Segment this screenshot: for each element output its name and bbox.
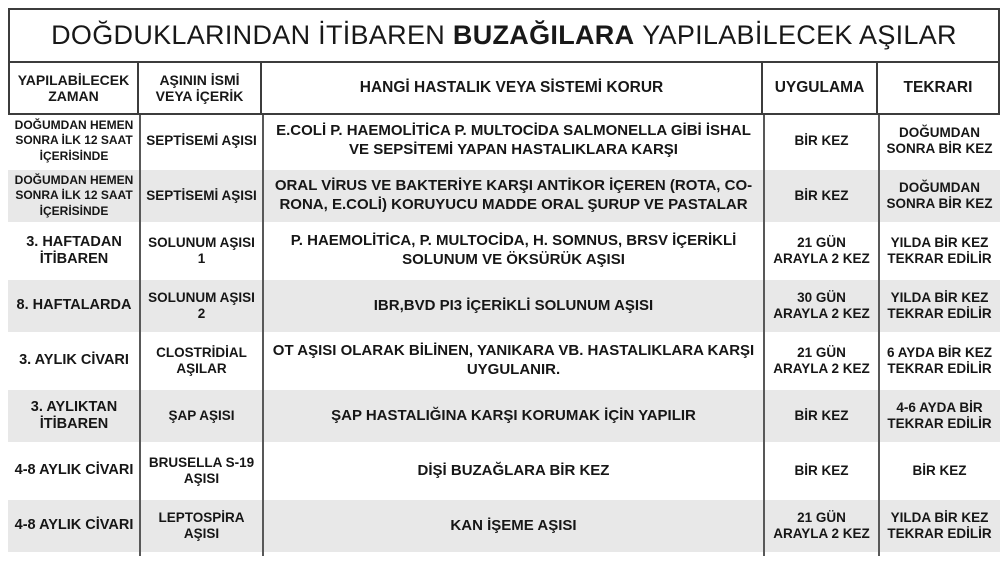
cell-application: 21 GÜN ARAYLA 2 KEZ [773, 234, 870, 266]
cell-time: 8. HAFTALARDA [16, 297, 132, 314]
cell-protects: OT AŞISI OLARAK BİLİNEN, YANIKARA VB. HASTALIKLARA KARŞI UYGULANIR. [272, 342, 755, 378]
cell-application: BİR KEZ [794, 187, 849, 203]
cell-repeat: YILDA BİR KEZ TEKRAR EDİLİR [887, 289, 992, 321]
column-header-application: UYGULAMA [763, 63, 878, 113]
cell-protects: P. HAEMOLİTİCA, P. MULTOCİDA, H. SOMNUS, BRSV İÇERİKLİ SOLUNUM VE ÖKSÜRÜK AŞISI [290, 232, 737, 268]
table-row [8, 445, 1000, 500]
table-row [8, 280, 1000, 335]
title-highlight: BUZAĞILARA [452, 20, 635, 50]
column-header-vaccine: AŞININ İSMİ VEYA İÇERİK [139, 63, 262, 113]
column-header-time: YAPILABİLECEK ZAMAN [10, 63, 139, 113]
cell-time: 4-8 AYLIK CİVARI [14, 517, 134, 534]
cell-time: DOĞUMDAN HEMEN SONRA İLK 12 SAAT İÇERİSİNDE [14, 172, 134, 218]
cell-repeat: YILDA BİR KEZ TEKRAR EDİLİR [887, 234, 992, 266]
cell-vaccine: SOLUNUM AŞISI 1 [148, 234, 255, 266]
cell-vaccine: SEPTİSEMİ AŞISI [146, 187, 257, 203]
cell-protects: IBR,BVD PI3 İÇERİKLİ SOLUNUM AŞISI [373, 296, 654, 314]
cell-repeat: 4-6 AYDA BİR TEKRAR EDİLİR [887, 399, 992, 431]
cell-vaccine: CLOSTRİDİAL AŞILAR [156, 344, 247, 376]
table-row [8, 500, 1000, 555]
column-header-repeat: TEKRARI [903, 79, 973, 97]
cell-time: 3. HAFTADAN İTİBAREN [26, 233, 122, 267]
column-separator [878, 115, 880, 556]
table-row [8, 390, 1000, 445]
cell-application: BİR KEZ [794, 462, 849, 478]
column-separator [763, 115, 765, 556]
cell-vaccine: SOLUNUM AŞISI 2 [148, 289, 255, 321]
cell-repeat: YILDA BİR KEZ TEKRAR EDİLİR [887, 509, 992, 541]
cell-protects: E.COLİ P. HAEMOLİTİCA P. MULTOCİDA SALMONELLA GİBİ İSHAL VE SEPSİTEMİ YAPAN HASTALIKLARA KARŞI [276, 122, 751, 158]
cell-repeat: BİR KEZ [912, 462, 967, 478]
table-row [8, 170, 1000, 225]
table-row [8, 225, 1000, 280]
cell-vaccine: BRUSELLA S-19 AŞISI [148, 454, 255, 486]
cell-application: 30 GÜN ARAYLA 2 KEZ [773, 289, 870, 321]
cell-protects: ORAL VİRUS VE BAKTERİYE KARŞI ANTİKOR İÇEREN (ROTA, CO-RONA, E.COLİ) KORUYUCU MADDE ORAL ŞURUP VE PASTALAR [274, 177, 753, 213]
cell-time: 4-8 AYLIK CİVARI [14, 462, 134, 479]
cell-time: DOĞUMDAN HEMEN SONRA İLK 12 SAAT İÇERİSİNDE [14, 117, 134, 163]
table-header-box [8, 8, 1000, 115]
cell-application: BİR KEZ [794, 132, 849, 148]
page-title [10, 10, 998, 63]
cell-application: 21 GÜN ARAYLA 2 KEZ [773, 344, 870, 376]
table-row [8, 335, 1000, 390]
table-body [8, 115, 1000, 556]
cell-repeat: DOĞUMDAN SONRA BİR KEZ [886, 124, 993, 156]
cell-time: 3. AYLIKTAN İTİBAREN [30, 398, 118, 432]
cell-protects: ŞAP HASTALIĞINA KARŞI KORUMAK İÇİN YAPILIR [331, 406, 696, 424]
cell-application: BİR KEZ [794, 407, 849, 423]
column-header-row [10, 63, 998, 113]
cell-vaccine: ŞAP AŞISI [168, 407, 235, 423]
column-separator [139, 115, 141, 556]
table-row [8, 115, 1000, 170]
cell-repeat: DOĞUMDAN SONRA BİR KEZ [886, 179, 993, 211]
column-separator [262, 115, 264, 556]
cell-vaccine: LEPTOSPİRA AŞISI [158, 509, 245, 541]
cell-application: 21 GÜN ARAYLA 2 KEZ [773, 509, 870, 541]
title-prefix: DOĞDUKLARINDAN İTİBAREN [51, 20, 446, 50]
cell-time: 3. AYLIK CİVARI [19, 352, 129, 369]
column-header-protects: HANGİ HASTALIK VEYA SİSTEMİ KORUR [262, 63, 763, 113]
cell-repeat: 6 AYDA BİR KEZ TEKRAR EDİLİR [886, 344, 993, 376]
cell-vaccine: SEPTİSEMİ AŞISI [146, 132, 257, 148]
cell-protects: KAN İŞEME AŞISI [450, 516, 577, 534]
cell-protects: DİŞİ BUZAĞLARA BİR KEZ [417, 461, 610, 479]
title-suffix: YAPILABİLECEK AŞILAR [642, 20, 957, 50]
